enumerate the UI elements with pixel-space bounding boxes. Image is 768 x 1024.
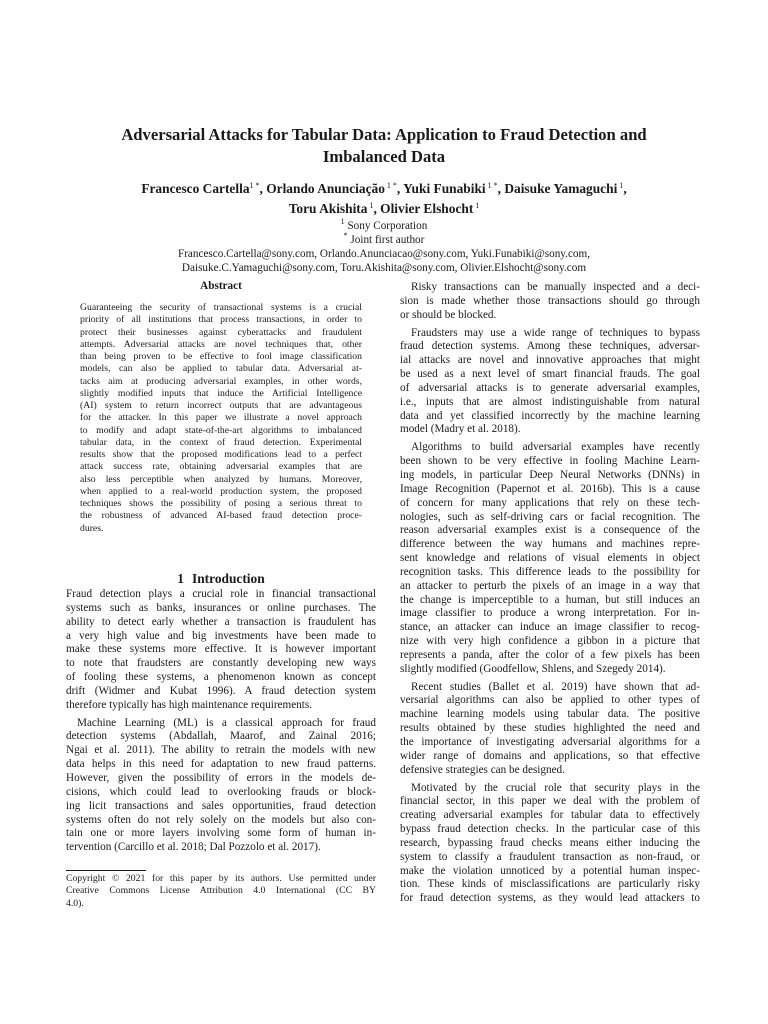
text-line: be used as a next level of smart financial frauds. The goal [400, 368, 700, 381]
text-line: the change is imperceptible to a human, but still induces an [400, 593, 700, 606]
paragraph [66, 588, 376, 713]
text-line: systems often do not rely solely on the models but also con- [66, 813, 376, 826]
affiliation-mark: 1 [340, 217, 345, 226]
author-separator: , [373, 201, 381, 216]
text-line: slightly modified inputs that induce the Artificial Intelligence [80, 387, 362, 399]
section-title: Introduction [192, 571, 265, 586]
text-line: priority of all institutions that process transactions, in order to [80, 314, 362, 326]
text-line: Recent studies (Ballet et al. 2019) have shown that ad- [411, 680, 700, 693]
text-line: drift (Widmer and Kubat 1996). A fraud detection system [66, 684, 376, 697]
text-line: also less perceptible when analyzed by humans. Moreover, [80, 473, 362, 485]
abstract-body [80, 302, 362, 535]
text-line: ability to detect early whether a transaction is fraudulent has [66, 615, 376, 628]
text-line: nologies, such as self-driving cars or facial recognition. The [400, 510, 700, 523]
text-line: nize with very high confidence a gibbon in a picture that [400, 635, 700, 648]
title-line: Imbalanced Data [322, 147, 446, 166]
text-line: systems such as banks, insurances or online purchases. The [66, 601, 376, 614]
text-line: tervention (Carcillo et al. 2018; Dal Pozzolo et al. 2017). [66, 841, 321, 854]
section-heading [66, 571, 376, 587]
text-line: Fraud detection plays a crucial role in financial transactional [66, 588, 376, 600]
text-line: ing models, in particular Deep Neural Networks (DNNs) in [400, 468, 700, 481]
right-column-body [400, 281, 700, 910]
text-line: of adversarial attacks is to generate adversarial examples, [400, 381, 700, 394]
text-line: Copyright © 2021 for this paper by its authors. Use permitted under [66, 873, 376, 884]
author-affiliation-mark: 1 [367, 201, 374, 210]
email-line: Daisuke.C.Yamaguchi@sony.com, Toru.Akishita@sony.com, Olivier.Elshocht@sony.com [181, 261, 587, 274]
text-line: make the violation unnoticed by a potential human inspec- [400, 864, 700, 877]
text-line: financial sector, in this paper we deal with the problem of [400, 795, 700, 808]
paper-title [60, 124, 708, 168]
author-name: Olivier Elshocht [380, 201, 474, 216]
text-line: Image Recognition (Papernot et al. 2016b). This is a cause [400, 482, 700, 495]
author-affiliation-mark: 1 * [249, 181, 260, 190]
author-name: Francesco Cartella [141, 181, 250, 196]
author-list [50, 179, 718, 219]
text-line: protect their businesses against cyberattacks and fraudulent [80, 326, 362, 338]
section-number: 1 [177, 571, 184, 586]
text-line: or should be blocked. [400, 308, 497, 321]
text-line: stance, an attacker can induce an image classifier to recog- [400, 621, 700, 634]
text-line: 4.0). [66, 897, 84, 909]
text-line: difference between the way humans and machines repre- [400, 538, 700, 551]
text-line: than being proven to be effective to fool image classification [80, 351, 362, 362]
text-line: slightly modified (Goodfellow, Shlens, and Szegedy 2014). [400, 662, 666, 675]
text-line: recognition tasks. This difference leads to the possibility for [400, 565, 700, 578]
author-affiliation-mark: 1 [473, 201, 480, 210]
affiliation-text: Joint first author [347, 233, 425, 246]
text-line: techniques shows the possibility of posing a serious threat to [80, 498, 362, 509]
left-column-body [66, 588, 376, 859]
author-separator: , [497, 181, 505, 196]
author-separator: , [259, 181, 267, 196]
affiliation-line [100, 230, 668, 248]
text-line: system to classify a fraudulent transaction as non-fraud, or [400, 850, 700, 863]
text-line: when applied to a real-world production system, the proposed [80, 485, 362, 497]
footnote-rule [66, 870, 146, 871]
text-line: Guaranteeing the security of transactional systems is a crucial [80, 302, 362, 313]
text-line: sion is made whether those transactions should go through [400, 294, 700, 307]
text-line: attempts. Adversarial attacks are novel techniques that, other [80, 338, 362, 350]
text-line: an attacker to perturb the pixels of an image in a way that [400, 579, 700, 592]
author-line [50, 179, 718, 199]
affiliations [100, 217, 668, 248]
text-line: tacks aim at producing adversarial examples, in other words, [80, 375, 362, 387]
text-line: the robustness of advanced AI-based fraud detection proce- [80, 510, 362, 522]
text-line: image classifier to produce a wrong interpretation. For in- [400, 607, 700, 620]
affiliation-line [100, 217, 668, 234]
text-line: However, given the possibility of errors in the models de- [66, 771, 376, 784]
paragraph [400, 281, 700, 323]
paragraph [400, 681, 700, 778]
text-line: tabular data, in the context of fraud detection. Experimental [80, 436, 362, 448]
text-line: a very high value and big investments have been made to [66, 629, 376, 642]
text-line: fraud detection systems. Among these techniques, adversar- [400, 340, 700, 353]
text-line: data and yet classified incorrectly by the machine learning [400, 409, 700, 422]
text-line: Motivated by the crucial role that security plays in the [411, 781, 700, 794]
author-name: Orlando Anunciação [266, 181, 385, 196]
text-line: data helps in this need for adaptation to new fraud patterns. [66, 758, 376, 771]
text-line: dures. [80, 522, 104, 534]
text-line: Algorithms to build adversarial examples have recently [411, 441, 700, 454]
text-line: reason adversarial examples exist is a consequence of the [400, 524, 700, 537]
text-line: i.e., inputs that are almost indistinguishable from natural [400, 395, 700, 408]
author-separator: , [623, 181, 627, 196]
text-line: results show that the proposed modifications lead to a perfect [80, 449, 362, 460]
affiliation-text: Sony Corporation [344, 220, 428, 232]
text-line: been shown to be very effective in fooling Machine Learn- [400, 455, 700, 468]
author-affiliation-mark: 1 [617, 181, 624, 190]
text-line: tion. These kinds of misclassifications are particularly risky [400, 878, 700, 891]
author-name: Daisuke Yamaguchi [504, 181, 618, 196]
text-line: for fraud detection systems, as they would lead attackers to [400, 892, 700, 905]
text-line: versarial algorithms can also be applied to other types of [400, 694, 700, 707]
paragraph [400, 327, 700, 438]
text-line: research, bypassing fraud checks means either inducing the [400, 836, 700, 849]
text-line: attack success rate, obtaining adversarial examples that are [80, 461, 362, 473]
text-line: machine learning models using tabular data. The positive [400, 708, 700, 721]
abstract-heading: Abstract [200, 280, 242, 292]
text-line: Creative Commons License Attribution 4.0 International (CC BY [66, 885, 376, 897]
author-separator: , [396, 181, 404, 196]
text-line: the importance of investigating adversarial algorithms for a [400, 736, 700, 748]
text-line: tain one or more layers involving some form of human in- [66, 827, 376, 840]
text-line: sent knowledge and relations of visual elements in object [400, 552, 700, 565]
text-line: model (Madry et al. 2018). [400, 423, 521, 436]
paragraph [66, 717, 376, 855]
text-line: cisions, which could lead to overlooking frauds or block- [66, 785, 376, 798]
author-name: Yuki Funabiki [403, 181, 486, 196]
text-line: Machine Learning (ML) is a classical approach for fraud [77, 716, 376, 729]
text-line: of fooling these systems, a phenomenon known as concept [66, 671, 376, 684]
text-line: (AI) system to return incorrect outputs that are advantageous [80, 400, 362, 411]
title-line: Adversarial Attacks for Tabular Data: Application to Fraud Detection and [121, 125, 647, 144]
copyright-footnote [66, 873, 376, 910]
author-affiliation-mark: 1 * [384, 181, 397, 190]
text-line: results obtained by these studies highlighted the need and [400, 722, 700, 735]
text-line: Ngai et al. 2011). The ability to retrain the models with new [66, 744, 376, 757]
text-line: Fraudsters may use a wide range of techniques to bypass [411, 326, 700, 339]
text-line: ial attacks are novel and innovative approaches that might [400, 354, 700, 367]
author-line [50, 199, 718, 219]
text-line: ing licit transactions and sales opportunities, fraud detection [66, 799, 376, 812]
text-line: make these systems more effective. It is however important [66, 643, 376, 656]
text-line: of concern for many applications that rely on these tech- [400, 496, 700, 509]
email-line: Francesco.Cartella@sony.com, Orlando.Anunciacao@sony.com, Yuki.Funabiki@sony.com, [177, 248, 591, 260]
author-emails [40, 248, 728, 276]
author-name: Toru Akishita [288, 201, 368, 216]
affiliation-mark: * [343, 230, 348, 240]
text-line: defensive strategies can be designed. [400, 763, 565, 776]
text-line: wider range of domains and applications, so that effective [400, 749, 700, 762]
paragraph [400, 782, 700, 907]
text-line: models, can also be applied to tabular data. Adversarial at- [80, 363, 362, 375]
text-line: detection systems (Abdallah, Maarof, and Zainal 2016; [66, 730, 376, 743]
text-line: represents a panda, after the color of a few pixels has been [400, 648, 700, 661]
paragraph [400, 441, 700, 676]
text-line: creating adversarial examples for tabular data to effectively [400, 809, 700, 822]
text-line: bypass fraud detection checks. In the particular case of this [400, 823, 700, 836]
author-affiliation-mark: 1 * [485, 181, 498, 190]
text-line: for the attacker. In this paper we illustrate a novel approach [80, 412, 362, 424]
text-line: to modify and adapt state-of-the-art algorithms to imbalanced [80, 424, 362, 436]
text-line: to note that fraudsters are constantly developing new ways [66, 657, 376, 670]
text-line: Risky transactions can be manually inspected and a deci- [411, 281, 700, 293]
text-line: therefore typically has high maintenance requirements. [66, 698, 313, 711]
